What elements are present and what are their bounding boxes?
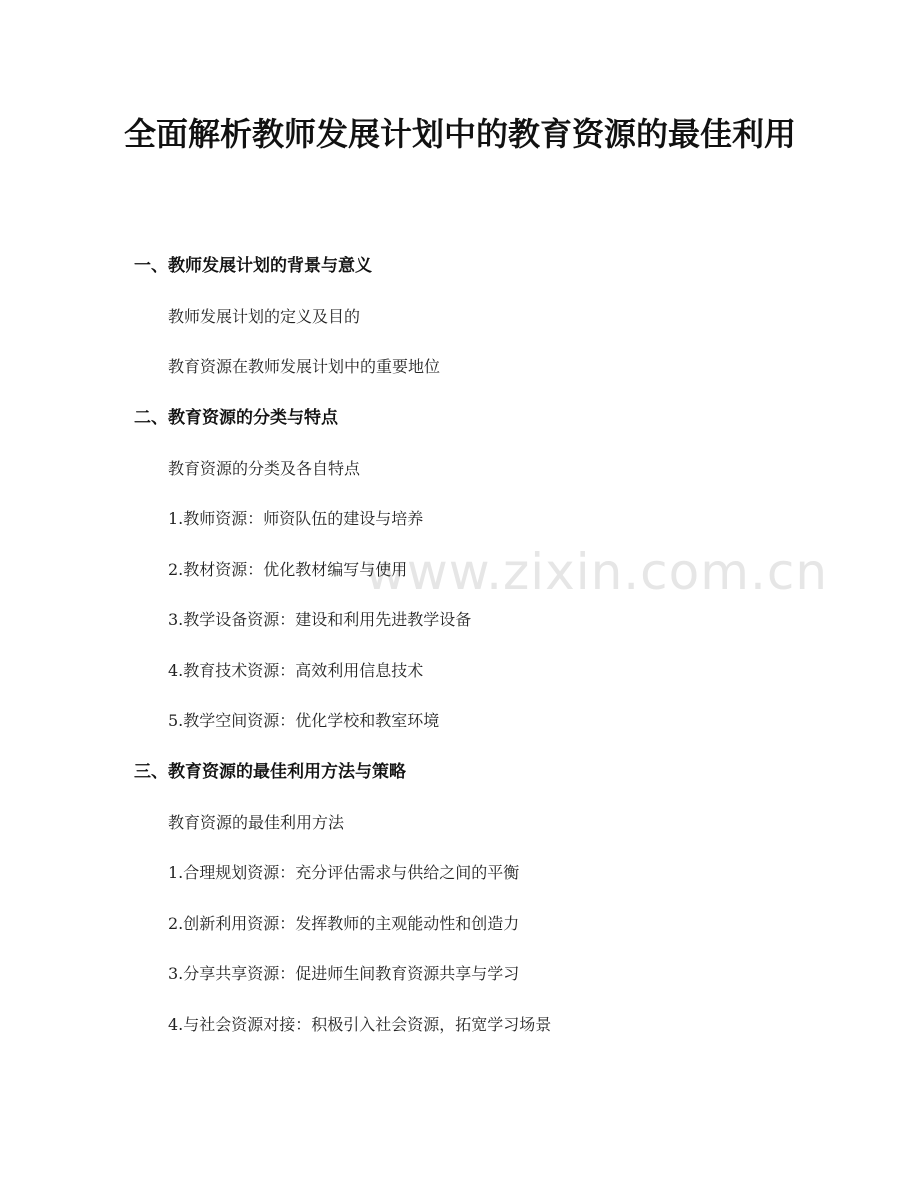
section-heading-3: 三、教育资源的最佳利用方法与策略 xyxy=(134,762,406,782)
document-title: 全面解析教师发展计划中的教育资源的最佳利用 xyxy=(123,115,796,153)
section-2-item-1: 教育资源的分类及各自特点 xyxy=(168,459,361,478)
section-2-item-5: 4.教育技术资源：高效利用信息技术 xyxy=(168,661,424,680)
section-heading-1: 一、教师发展计划的背景与意义 xyxy=(134,256,372,276)
section-3-item-1: 教育资源的最佳利用方法 xyxy=(168,813,345,832)
section-2-item-2: 1.教师资源：师资队伍的建设与培养 xyxy=(168,509,424,528)
section-3-item-5: 4.与社会资源对接：积极引入社会资源，拓宽学习场景 xyxy=(168,1015,552,1034)
section-3-item-3: 2.创新利用资源：发挥教师的主观能动性和创造力 xyxy=(168,914,520,933)
section-2-item-4: 3.教学设备资源：建设和利用先进教学设备 xyxy=(168,610,472,629)
section-2-item-3: 2.教材资源：优化教材编写与使用 xyxy=(168,560,408,579)
section-heading-2: 二、教育资源的分类与特点 xyxy=(134,408,338,428)
section-1-item-2: 教育资源在教师发展计划中的重要地位 xyxy=(168,357,441,376)
section-1-item-1: 教师发展计划的定义及目的 xyxy=(168,307,361,326)
section-3-item-4: 3.分享共享资源：促进师生间教育资源共享与学习 xyxy=(168,964,520,983)
section-3-item-2: 1.合理规划资源：充分评估需求与供给之间的平衡 xyxy=(168,863,520,882)
watermark: www.zixin.com.cn xyxy=(365,543,829,601)
section-2-item-6: 5.教学空间资源：优化学校和教室环境 xyxy=(168,711,440,730)
